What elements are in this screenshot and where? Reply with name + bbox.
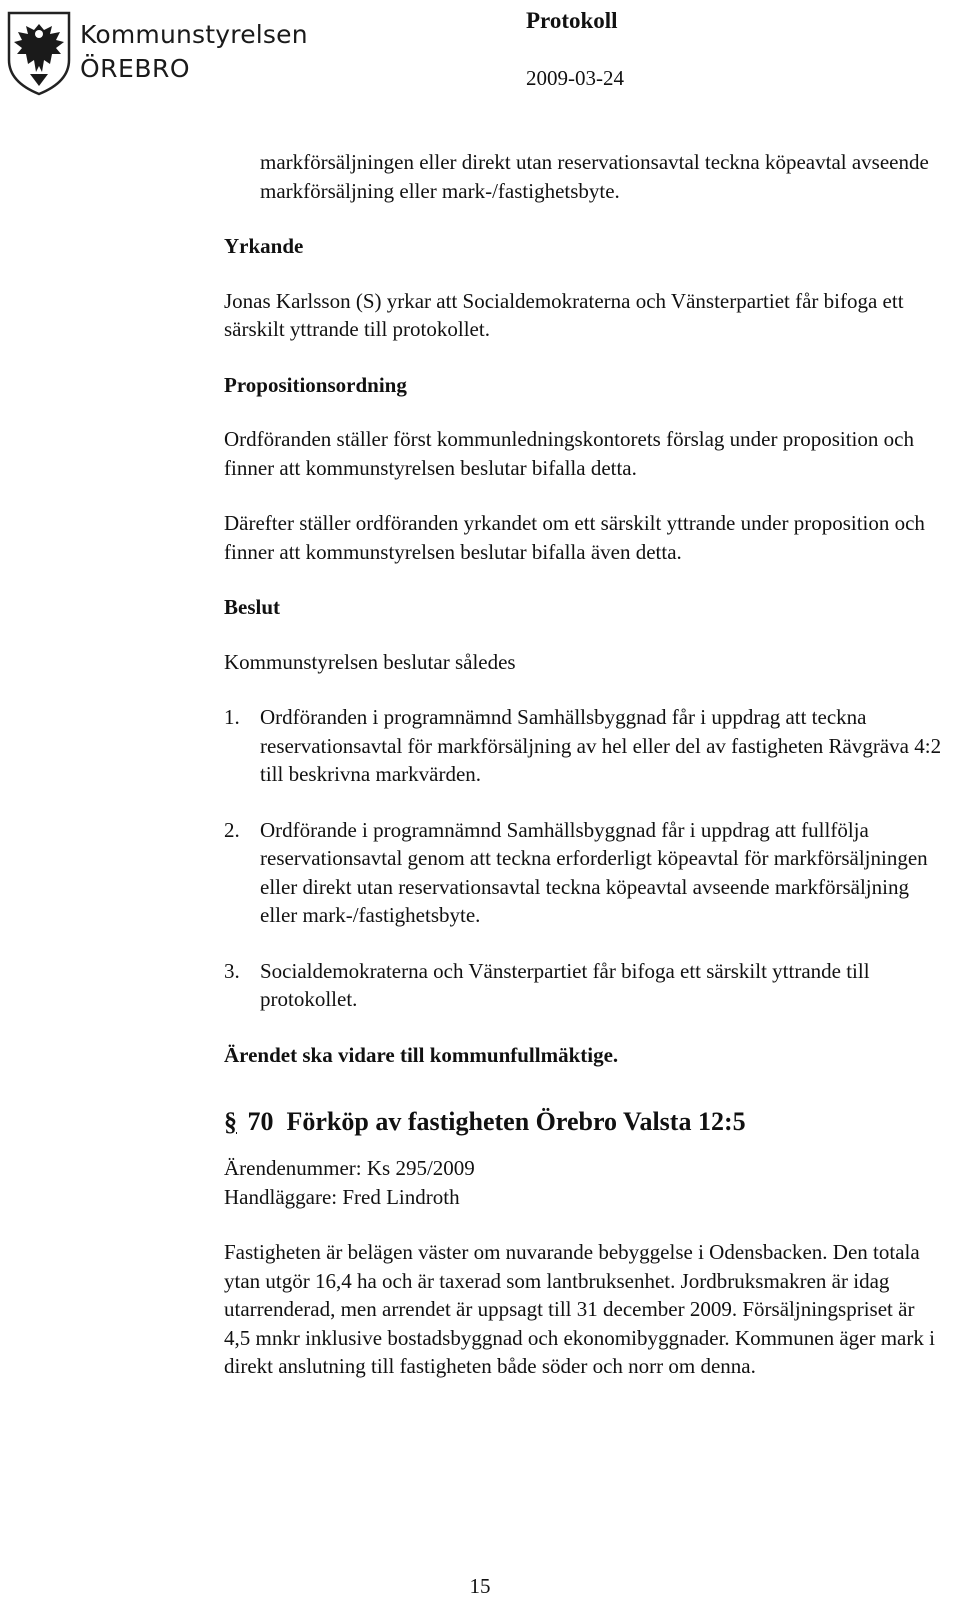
propositionsordning-paragraph-2: Därefter ställer ordföranden yrkandet om ett särskilt yttrande under proposition och finner att kommunstyrelsen beslutar bifalla även detta. — [224, 511, 925, 564]
decision-item — [224, 816, 944, 930]
beslut-heading: Beslut — [224, 595, 281, 619]
propositionsordning-heading: Propositionsordning — [224, 372, 407, 397]
decision-text: Ordföranden i programnämnd Samhällsbyggnad får i uppdrag att teckna reservationsavtal för markförsäljning av hel eller del av fastigheten Rävgräva 4:2 till beskrivna markvärden. — [260, 705, 942, 786]
decision-text: Socialdemokraterna och Vänsterpartiet får bifoga ett särskilt yttrande till protokollet. — [260, 958, 870, 1011]
org-city: ÖREBRO — [80, 54, 191, 83]
yrkande-text: Jonas Karlsson (S) yrkar att Socialdemokraterna och Vänsterpartiet får bifoga ett särskilt yttrande till protokollet. — [224, 288, 904, 341]
decision-number: 1. — [224, 705, 240, 729]
org-name: Kommunstyrelsen — [80, 20, 308, 49]
protocol-body — [224, 148, 944, 1381]
decision-list — [224, 703, 944, 1014]
page-number: 15 — [469, 1574, 491, 1598]
decision-text: Ordförande i programnämnd Samhällsbyggnad får i uppdrag att fullfölja reservationsavtal genom att teckna erforderligt köpeavtal för markförsäljningen eller direkt utan reservationsavtal teckna köpeavtal avseende markförsäljning eller mark-/fastighetsbyte. — [260, 817, 928, 927]
propositionsordning-paragraph-1: Ordföranden ställer först kommunledningskontorets förslag under proposition och finner att kommunstyrelsen beslutar bifalla detta. — [224, 427, 914, 480]
case-number: Ärendenummer: Ks 295/2009 — [224, 1156, 475, 1180]
yrkande-heading: Yrkande — [224, 234, 304, 258]
page-header — [0, 0, 960, 110]
section-title-text: Förköp av fastigheten Örebro Valsta 12:5 — [286, 1107, 746, 1136]
section-title — [224, 1105, 944, 1139]
section-body: Fastigheten är belägen väster om nuvarande bebyggelse i Odensbacken. Den totala ytan utgör 16,4 ha och är taxerad som lantbruksenhet. Jordbruksmakren är idag utarrenderad, men arrendet är uppsagt till 31 december 2009. Försäljningspriset är 4,5 mnkr inklusive bostadsbyggnad och ekonomibyggnader. Kommunen äger mark i direkt anslutning till fastigheten både söder och norr om denna. — [224, 1240, 935, 1378]
paragraph-sign: § — [224, 1107, 237, 1136]
case-handler: Handläggare: Fred Lindroth — [224, 1184, 460, 1209]
closing-statement: Ärendet ska vidare till kommunfullmäktige. — [224, 1042, 619, 1067]
section-number: 70 — [247, 1107, 274, 1136]
continuation-text: markförsäljningen eller direkt utan reservationsavtal teckna köpeavtal avseende markförsäljning eller mark-/fastighetsbyte. — [260, 150, 929, 203]
decision-item — [224, 703, 944, 789]
document-type: Protokoll — [526, 8, 618, 33]
document-date: 2009-03-24 — [526, 66, 624, 90]
orebro-coat-of-arms-icon — [6, 10, 72, 96]
beslut-intro: Kommunstyrelsen beslutar således — [224, 649, 516, 674]
decision-number: 2. — [224, 817, 240, 842]
decision-item — [224, 957, 944, 1014]
decision-number: 3. — [224, 958, 240, 983]
